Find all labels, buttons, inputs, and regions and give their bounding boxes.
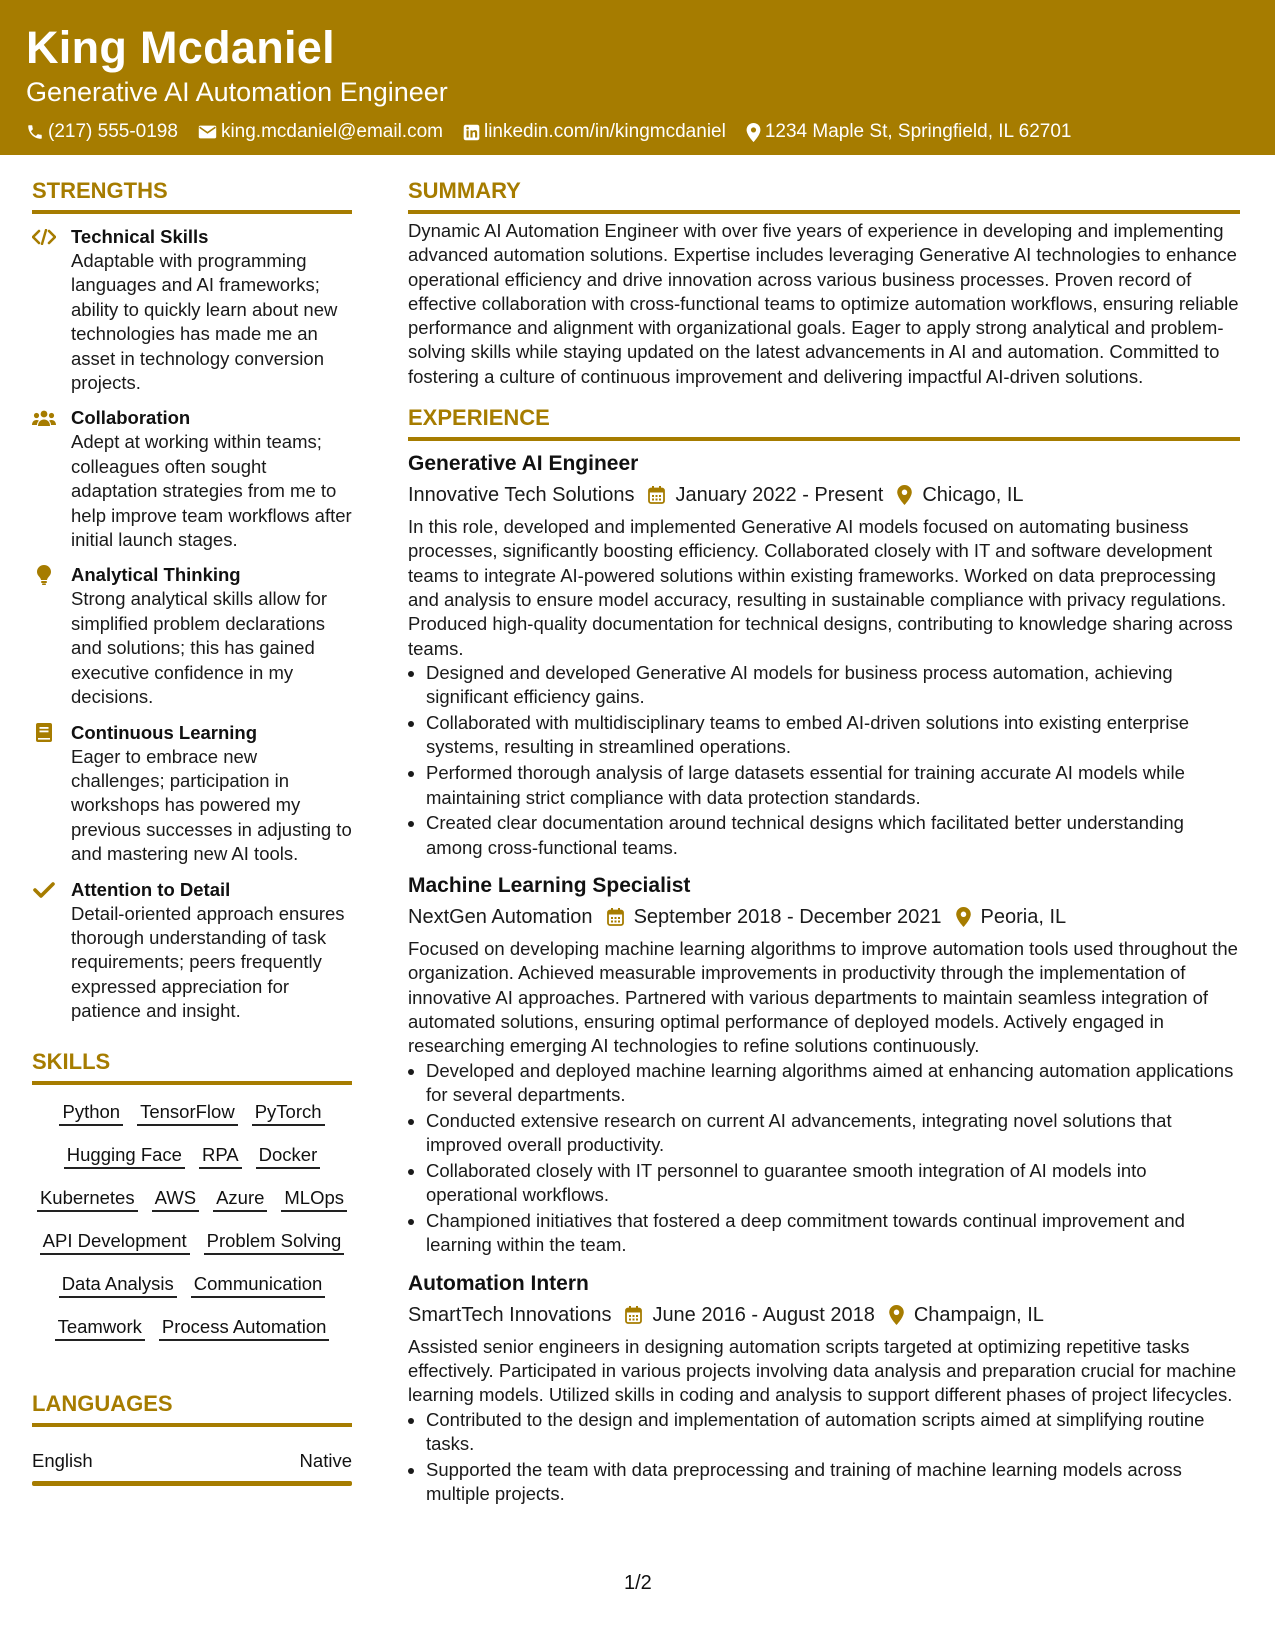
- email-link[interactable]: king.mcdaniel@email.com: [220, 121, 443, 142]
- job-company: NextGen Automation: [408, 906, 593, 929]
- map-pin-icon: [956, 907, 971, 927]
- language-item: [32, 1449, 352, 1473]
- skill-tag: Kubernetes: [37, 1187, 138, 1212]
- strength-title: Technical Skills: [71, 226, 209, 247]
- skill-tag: Problem Solving: [204, 1230, 345, 1255]
- bullet-item: • Championed initiatives that fostered a deep commitment towards continual improvement and learning within the team.: [426, 1209, 1240, 1258]
- job-company: SmartTech Innovations: [408, 1303, 612, 1326]
- book-icon: [32, 723, 56, 743]
- job-description: In this role, developed and implemented Generative AI models focused on automating business processes, significantly boosting efficiency. Collaborated closely with IT and software development teams to integrate AI-powered solutions within existing frameworks. Worked on data preprocessing and analysis to ensure model accuracy, resulting in sustainable compliance with privacy regulations. Produced high-quality documentation for technical designs, contributing to knowledge sharing across teams.: [408, 516, 1233, 659]
- map-pin-icon: [897, 485, 912, 505]
- skill-tag: Data Analysis: [59, 1273, 177, 1298]
- strength-item: [32, 721, 352, 867]
- skills-heading: SKILLS: [32, 1048, 111, 1074]
- page-number: 1/2: [624, 1572, 652, 1594]
- bullet-item: • Collaborated with multidisciplinary teams to embed AI-driven solutions into existing enterprise systems, resulting in streamlined operations.: [426, 711, 1240, 760]
- resume-header: [0, 0, 1275, 155]
- job-bullets: [408, 1408, 1240, 1507]
- bullet-item: • Performed thorough analysis of large datasets essential for training accurate AI models while maintaining strict compliance with data protection standards.: [426, 761, 1240, 810]
- strength-item: [32, 406, 352, 552]
- bullet-item: • Developed and deployed machine learning algorithms aimed at enhancing automation applications for several departments.: [426, 1059, 1240, 1108]
- section-divider: [32, 210, 352, 214]
- section-divider: [408, 210, 1240, 214]
- strength-desc: Detail-oriented approach ensures thorough understanding of task requirements; peers frequently expressed appreciation for patience and insight.: [71, 902, 345, 1022]
- strength-desc: Adept at working within teams; colleagues often sought adaptation strategies from me to help improve team workflows after initial launch stages.: [71, 431, 352, 551]
- lightbulb-icon: [32, 565, 56, 585]
- job-meta: [408, 903, 1240, 931]
- skill-row: [48, 1316, 337, 1341]
- job-description: Assisted senior engineers in designing automation scripts targeted at optimizing repetitive tasks effectively. Participated in various projects involving data analysis and preparation crucial for machine learning models. Utilized skills in coding and analysis to support different phases of project lifecycles.: [408, 1335, 1237, 1406]
- skill-tag: Process Automation: [159, 1316, 330, 1341]
- phone-icon: [26, 123, 44, 141]
- job-entry: [408, 872, 1240, 1258]
- section-divider: [408, 437, 1240, 441]
- job-title: Generative AI Engineer: [408, 452, 639, 476]
- skill-tag: AWS: [152, 1187, 199, 1212]
- job-dates: June 2016 - August 2018: [652, 1303, 875, 1326]
- phone-text: (217) 555-0198: [48, 121, 178, 142]
- skill-row: [52, 1273, 333, 1298]
- job-description: Focused on developing machine learning algorithms to improve automation tools used throughout the organization. Achieved measurable improvements in productivity through the implementation of innovative AI approaches. Partnered with various departments to maintain seamless integration of automated solutions, ensuring optimal performance of deployed models. Actively engaged in researching emerging AI technologies to refine solutions continuously.: [408, 938, 1238, 1057]
- language-proficiency-bar: [32, 1481, 352, 1486]
- map-pin-icon: [889, 1305, 904, 1325]
- job-bullets: [408, 661, 1240, 860]
- check-icon: [32, 880, 56, 900]
- users-icon: [32, 408, 56, 428]
- section-divider: [32, 1081, 352, 1085]
- bullet-item: • Collaborated closely with IT personnel to guarantee smooth integration of AI models into operational workflows.: [426, 1159, 1240, 1208]
- skill-tag: TensorFlow: [137, 1101, 238, 1126]
- contact-address: [746, 120, 1072, 144]
- calendar-icon: [648, 486, 665, 504]
- contact-email[interactable]: [198, 120, 443, 144]
- job-dates: September 2018 - December 2021: [633, 906, 942, 929]
- skill-row: [30, 1187, 354, 1212]
- skill-tag: Azure: [213, 1187, 267, 1212]
- job-dates: January 2022 - Present: [675, 484, 884, 507]
- strength-title: Continuous Learning: [71, 721, 258, 743]
- skill-row: [57, 1144, 327, 1169]
- strength-desc: Adaptable with programming languages and AI frameworks; ability to quickly learn about new technologies has made me an asset in technology conversion projects.: [71, 250, 338, 394]
- language-name: English: [32, 1449, 93, 1471]
- job-location: Champaign, IL: [913, 1303, 1044, 1326]
- skill-tag: Hugging Face: [64, 1144, 185, 1169]
- skill-tag: Docker: [256, 1144, 321, 1169]
- bullet-item: • Supported the team with data preprocessing and training of machine learning models across multiple projects.: [426, 1458, 1240, 1507]
- job-title: Machine Learning Specialist: [408, 874, 691, 898]
- languages-heading: LANGUAGES: [32, 1390, 173, 1416]
- skill-tag: RPA: [199, 1144, 242, 1169]
- job-company: Innovative Tech Solutions: [408, 484, 635, 507]
- summary-text: Dynamic AI Automation Engineer with over five years of experience in developing and implementing advanced automation solutions. Expertise includes leveraging Generative AI technologies to enhance operational efficiency and drive innovation across various business processes. Proven record of effective collaboration with cross-functional teams to optimize automation workflows, ensuring reliable performance and alignment with organizational goals. Eager to apply strong analytical and problem-solving skills while staying updated on the latest advancements in AI and automation. Committed to fostering a culture of continuous improvement and delivering impactful AI-driven solutions.: [408, 220, 1239, 387]
- strength-title: Attention to Detail: [71, 878, 231, 900]
- skill-row: [52, 1101, 331, 1126]
- job-meta: [408, 481, 1240, 509]
- job-title: Automation Intern: [408, 1271, 589, 1295]
- linkedin-link[interactable]: linkedin.com/in/kingmcdaniel: [483, 121, 726, 142]
- strength-desc: Strong analytical skills allow for simplified problem declarations and solutions; this has gained executive confidence in my decisions.: [71, 588, 328, 708]
- job-bullets: [408, 1059, 1240, 1258]
- envelope-icon: [198, 124, 217, 140]
- contact-phone: [26, 120, 178, 144]
- code-icon: [32, 227, 56, 247]
- experience-heading: EXPERIENCE: [408, 405, 550, 431]
- strength-desc: Eager to embrace new challenges; participation in workshops has powered my previous successes in adjusting to and mastering new AI tools.: [71, 745, 352, 865]
- strength-title: Collaboration: [71, 407, 191, 429]
- skill-tag: Communication: [191, 1273, 326, 1298]
- summary-heading: SUMMARY: [408, 178, 521, 203]
- job-entry: [408, 1270, 1240, 1507]
- strengths-heading: STRENGTHS: [32, 178, 168, 203]
- bullet-item: • Created clear documentation around technical designs which facilitated better understanding among cross-functional teams.: [426, 811, 1240, 860]
- candidate-name: King Mcdaniel: [26, 22, 335, 73]
- contact-bar: [26, 120, 1249, 144]
- job-location: Chicago, IL: [922, 484, 1024, 507]
- skills-list: [32, 1101, 352, 1359]
- language-level: Native: [299, 1449, 352, 1471]
- skill-tag: Python: [59, 1101, 123, 1126]
- calendar-icon: [625, 1306, 642, 1324]
- skill-tag: PyTorch: [252, 1101, 325, 1126]
- skill-tag: Teamwork: [55, 1316, 145, 1341]
- strength-item: [32, 563, 352, 709]
- candidate-title: Generative AI Automation Engineer: [26, 77, 448, 107]
- address-text: 1234 Maple St, Springfield, IL 62701: [764, 121, 1072, 142]
- job-entry: [408, 450, 1240, 860]
- calendar-icon: [607, 908, 624, 926]
- strength-item: [32, 225, 352, 395]
- linkedin-icon: [463, 124, 480, 141]
- section-divider: [32, 1423, 352, 1427]
- map-pin-icon: [746, 123, 761, 142]
- strength-title: Analytical Thinking: [71, 564, 241, 586]
- left-column: [32, 176, 352, 1486]
- bullet-item: • Contributed to the design and implementation of automation scripts aimed at simplifying routine tasks.: [426, 1408, 1240, 1457]
- skill-tag: API Development: [40, 1230, 190, 1255]
- strength-item: [32, 878, 352, 1024]
- bullet-item: • Designed and developed Generative AI models for business process automation, achieving significant efficiency gains.: [426, 661, 1240, 710]
- right-column: [408, 176, 1240, 1508]
- contact-linkedin[interactable]: [463, 120, 726, 144]
- bullet-item: • Conducted extensive research on current AI advancements, integrating novel solutions that improved overall productivity.: [426, 1109, 1240, 1158]
- job-meta: [408, 1301, 1240, 1329]
- skill-tag: MLOps: [281, 1187, 347, 1212]
- job-location: Peoria, IL: [980, 906, 1067, 929]
- skill-row: [33, 1230, 352, 1255]
